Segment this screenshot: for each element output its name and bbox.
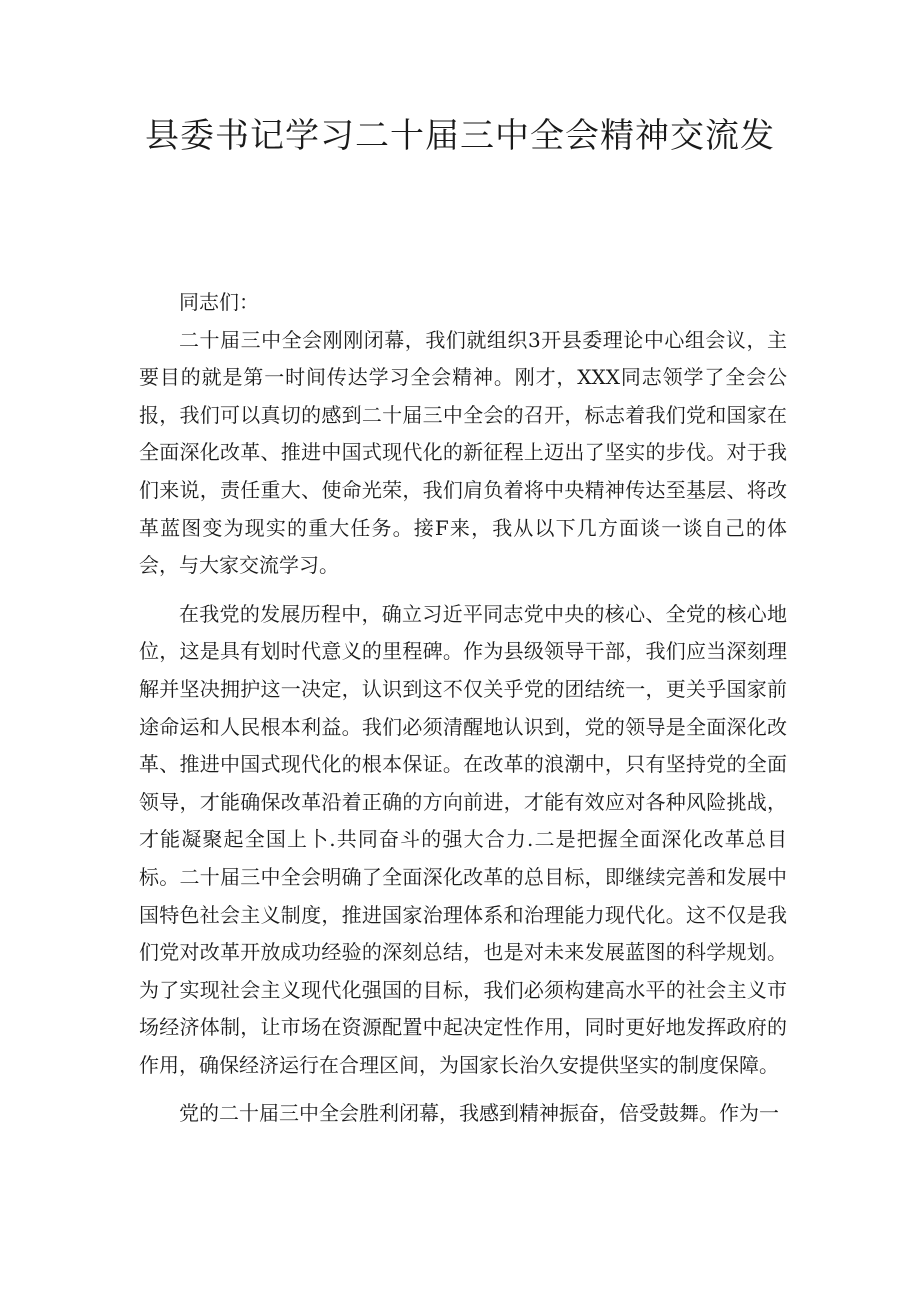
document-title: 县委书记学习二十届三中全会精神交流发 — [145, 116, 775, 156]
document-body — [139, 284, 787, 1133]
salutation: 同志们： — [179, 290, 259, 314]
paragraph-3: 党的二十届三中全会胜利闭幕，我感到精神振奋，倍受鼓舞。作为一 — [179, 1101, 779, 1126]
paragraph-1: 二十届三中全会刚刚闭幕，我们就组织3开县委理论中心组会议，主要目的就是第一时间传达学习全会精神。刚才，XXX同志领学了全会公报，我们可以真切的感到二十届三中全会的召开，标志着我们党和国家在全面深化改革、推进中国式现代化的新征程上迈出了坚实的步伐。对于我们来说，责任重大、使命光荣，我们肩负着将中央精神传达至基层、将改革蓝图变为现实的重大任务。接F来，我从以下几方面谈一谈自己的体会，与大家交流学习。 — [139, 327, 787, 578]
paragraph-2: 在我党的发展历程中，确立习近平同志党中央的核心、全党的核心地位，这是具有划时代意义的里程碑。作为县级领导干部，我们应当深刻理解并坚决拥护这一决定，认识到这不仅关乎党的团结统一，更关乎国家前途命运和人民根本利益。我们必须清醒地认识到，党的领导是全面深化改革、推进中国式现代化的根本保证。在改革的浪潮中，只有坚持党的全面领导，才能确保改革沿着正确的方向前进，才能有效应对各种风险挑战，才能凝聚起全国上卜.共同奋斗的强大合力.二是把握全面深化改革总目标。二十届三中全会明确了全面深化改革的总目标，即继续完善和发展中国特色社会主义制度，推进国家治理体系和治理能力现代化。这不仅是我们党对改革开放成功经验的深刻总结，也是对未来发展蓝图的科学规划。为了实现社会主义现代化强国的目标，我们必须构建高水平的社会主义市场经济体制，让市场在资源配置中起决定性作用，同时更好地发挥政府的作用，确保经济运行在合理区间，为国家长治久安提供坚实的制度保障。 — [139, 601, 787, 1077]
